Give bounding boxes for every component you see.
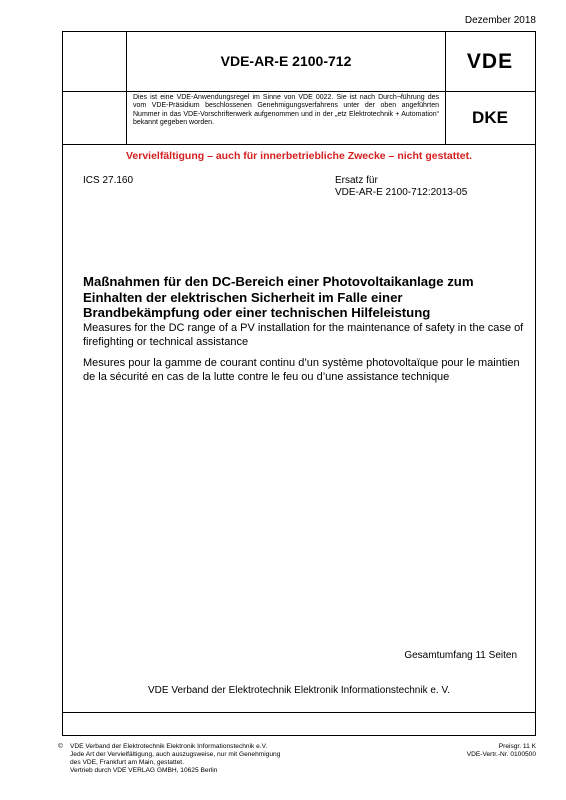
reproduction-warning: Vervielfältigung – auch für innerbetriebliche Zwecke – nicht gestattet. (125, 150, 472, 162)
divider (63, 712, 535, 713)
footer-line-1: VDE Verband der Elektrotechnik Elektronik Informationstechnik e.V. (70, 743, 268, 750)
price-group: Preisgr. 11 K (498, 743, 536, 750)
header-row (63, 32, 535, 92)
publication-notice: Dies ist eine VDE-Anwendungsregel im Sinne von VDE 0022. Sie ist nach Durch¬führung des vom VDE-Präsidium beschlossenen Genehmigungsverfahrens unter der oben angeführten Nummer in das VDE-Vorschriftenwerk aufgenommen und in der „etz Elektrotechnik + Automation“ bekannt gegeben worden. (133, 94, 439, 127)
title-german: Maßnahmen für den DC-Bereich einer Photovoltaikanlage zum Einhalten der elektrischen Sicherheit im Falle einer Brandbekämpfung oder einer technischen Hilfeleistung (83, 274, 474, 320)
ics-code: ICS 27.160 (83, 175, 134, 186)
replacement-label: Ersatz für (335, 175, 378, 186)
publication-date: Dezember 2018 (464, 15, 536, 26)
replacement-value: VDE-AR-E 2100-712:2013-05 (335, 187, 468, 198)
copyright-symbol: © (58, 743, 63, 750)
publisher: VDE Verband der Elektrotechnik Elektronik Informationstechnik e. V. (147, 685, 450, 696)
notice-left-cell (63, 91, 127, 144)
document-number: VDE-AR-E 2100-712 (220, 53, 352, 69)
document-frame (62, 31, 536, 736)
header-left-cell (63, 32, 127, 91)
price-footer (467, 743, 536, 759)
vde-logo: VDE (466, 50, 514, 73)
dke-logo: DKE (472, 108, 508, 127)
total-pages: Gesamtumfang 11 Seiten (404, 650, 517, 661)
title-french: Mesures pour la gamme de courant continu d’un système photovoltaïque pour le maintien de la sécurité en cas de la lutte contre le feu ou d’une assistance technique (83, 357, 520, 383)
order-number: VDE-Vertr.-Nr. 0100500 (466, 751, 536, 758)
footer-line-2: Jede Art der Vervielfältigung, auch auszugsweise, nur mit Genehmigung (70, 751, 281, 758)
footer-line-3: des VDE, Frankfurt am Main, gestattet. (70, 759, 184, 766)
title-english: Measures for the DC range of a PV installation for the maintenance of safety in the case of firefighting or technical assistance (83, 322, 524, 348)
replacement-info (335, 175, 467, 199)
copyright-footer (58, 743, 280, 775)
footer-line-4: Vertrieb durch VDE VERLAG GMBH, 10625 Berlin (70, 767, 218, 774)
